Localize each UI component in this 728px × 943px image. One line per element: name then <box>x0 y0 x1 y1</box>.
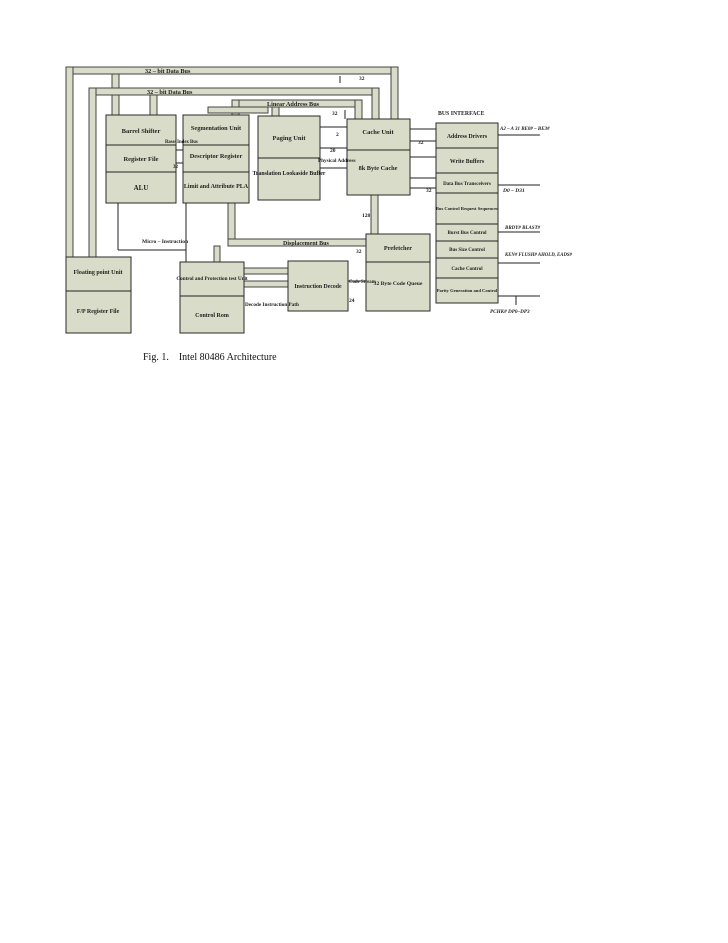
control-rom-label: Control Rom <box>195 313 229 319</box>
fpu-label: Floating point Unit <box>73 270 123 276</box>
control-bus-stub <box>214 246 220 262</box>
signal-ken-flush: KEN# FLUSH# AHOLD, EADS# <box>505 253 572 258</box>
write-buffers-label: Write Buffers <box>449 159 485 165</box>
limit-attribute-pla-label: Limit and Attribute PLA <box>183 184 249 190</box>
width-20: 20 <box>330 148 336 154</box>
width-32-prefetch: 32 <box>356 249 362 255</box>
data-bus-inner-label: 32 – bit Data Bus <box>147 89 193 96</box>
width-32-base: 32 <box>173 165 178 170</box>
code-queue-label: 32 Byte Code Queue <box>373 281 423 287</box>
signal-data-bus: D0 – D31 <box>503 188 525 194</box>
tlb-label: Translation Lookaside Buffer <box>252 171 326 177</box>
paging-unit-label: Paging Unit <box>272 135 306 142</box>
linear-address-bus-label: Linear Address Bus <box>267 101 320 108</box>
floating-point-unit-block <box>66 257 131 333</box>
fp-register-file-label: F/P Register File <box>76 309 120 315</box>
data-bus-transceivers-label: Data Bus Transceivers <box>443 182 491 187</box>
width-128: 128 <box>362 213 371 219</box>
segmentation-unit-label: Segmentation Unit <box>190 125 242 132</box>
displacement-bus-label: Displacement Bus <box>283 241 329 247</box>
cache-to-prefetcher-bus <box>371 195 378 235</box>
bus-control-request-sequencer-label: Bus Control Request Sequencer <box>435 206 499 211</box>
width-32-cache-b: 32 <box>426 188 432 194</box>
signal-pchk-dp: PCHK# DP0–DP3 <box>490 309 530 315</box>
width-32-top: 32 <box>359 76 365 82</box>
signal-brdy-blast: BRDY# BLAST# <box>505 226 541 231</box>
execution-unit-block <box>106 115 176 203</box>
cache-unit-block <box>347 119 410 195</box>
barrel-shifter-label: Barrel Shifter <box>121 128 161 135</box>
control-unit-block <box>176 262 248 333</box>
data-bus-outer-label: 32 – bit Data Bus <box>145 68 191 75</box>
decode-instruction-path-label: Decode Instruction Path <box>245 302 299 308</box>
prefetcher-label: Prefetcher <box>383 245 413 252</box>
register-file-label: Register File <box>123 156 159 163</box>
prefetcher-block <box>366 234 430 311</box>
width-2: 2 <box>336 132 339 138</box>
bus-interface-label: BUS INTERFACE <box>438 111 485 117</box>
physical-address-label: Physical Address <box>318 158 356 164</box>
signal-address-bus: A2 – A 31 BE0# – BE3# <box>500 127 550 132</box>
base-index-bus-label: Base/ Index Bus <box>165 140 198 145</box>
width-32-cache-a: 32 <box>418 140 424 146</box>
cache-8k-label: 8k Byte Cache <box>358 165 398 172</box>
instruction-decode-label: Instruction Decode <box>294 284 342 290</box>
cache-unit-label: Cache Unit <box>362 129 394 136</box>
cache-control-label: Cache Control <box>451 267 483 272</box>
decode-to-control-bus <box>244 268 288 274</box>
bus-size-control-label: Bus Size Control <box>449 248 485 253</box>
control-protection-label: Control and Protection test Unit <box>176 276 248 282</box>
paging-unit-block <box>252 116 325 200</box>
micro-instruction-label: Micro – Instruction <box>142 239 189 245</box>
segmentation-unit-block <box>183 115 249 203</box>
parity-gen-control-label: Parity Generation and Control <box>436 288 498 293</box>
descriptor-register-label: Descriptor Register <box>189 153 243 160</box>
decode-to-control-bus-2 <box>244 281 288 287</box>
bus-interface-block <box>436 123 498 303</box>
figure-caption: Fig. 1. Intel 80486 Architecture <box>143 352 277 363</box>
code-stream-label: Code Stream <box>349 280 376 285</box>
address-drivers-label: Address Drivers <box>446 134 488 140</box>
burst-bus-control-label: Burst Bus Control <box>447 231 487 236</box>
width-24: 24 <box>349 298 355 304</box>
width-32-linear: 32 <box>332 111 338 117</box>
alu-label: ALU <box>133 184 149 192</box>
